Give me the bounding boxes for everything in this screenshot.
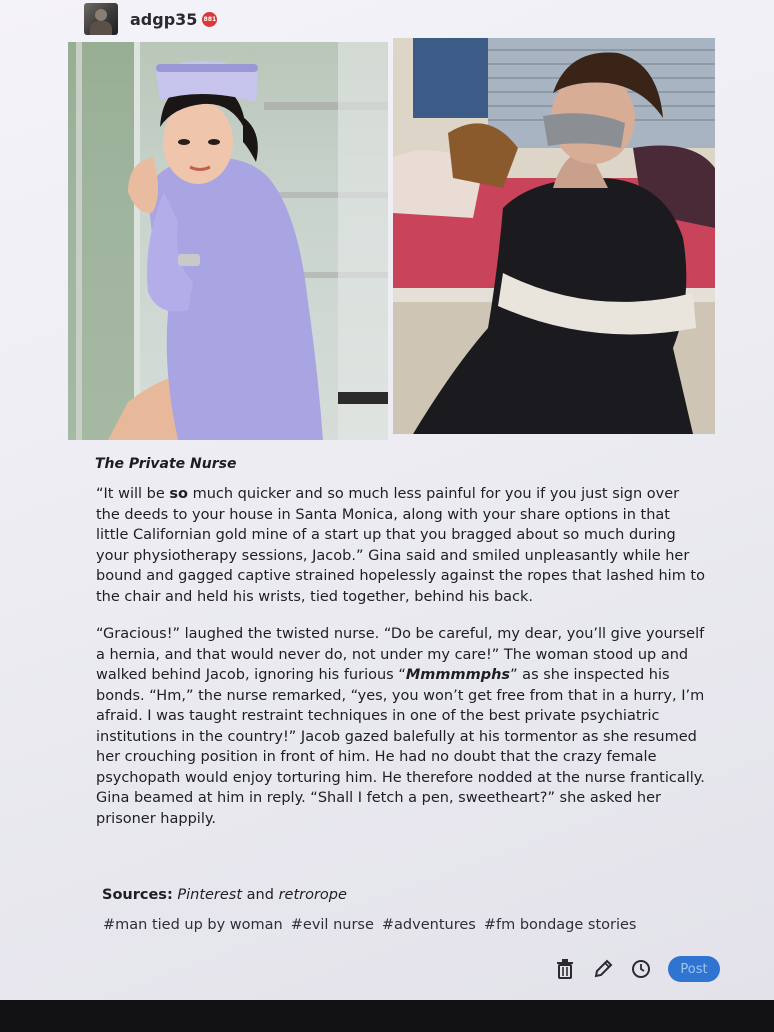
post-title: The Private Nurse	[95, 456, 237, 472]
tag-link[interactable]: #adventures	[381, 917, 476, 933]
nurse-photo	[68, 42, 388, 440]
sources-line	[102, 887, 347, 903]
trash-icon[interactable]	[552, 956, 578, 982]
tag-list	[103, 917, 636, 933]
story-paragraph-1: “It will be so much quicker and so much less painful for you if you just sign over the deeds to your house in Santa Monica, along with your share options in that little Californian gold mine of a start up that you bragged about so much during your physiotherapy sessions, Jacob.” Gina said and smiled unpleasantly while her bound and gagged captive strained hopelessly against the ropes that lashed him to the chair and held his wrists, tied together, behind his back.	[96, 486, 705, 605]
tag-link[interactable]: #man tied up by woman	[103, 917, 283, 933]
post-actions	[552, 956, 720, 982]
tag-link[interactable]: #evil nurse	[290, 917, 374, 933]
story-paragraph-2: “Gracious!” laughed the twisted nurse. “Do be careful, my dear, you’ll give yourself a hernia, and that would never do, not under my care!” The woman stood up and walked behind Jacob, ignoring his furious “Mmmmmphs” as she inspected his bonds. “Hm,” the nurse remarked, “yes, you won’t get free from that in a hurry, I’m afraid. I was taught restraint techniques in one of the best private psychiatric institutions in the country!” Jacob gazed balefully at his tormentor as she resumed her crouching position in front of him. He had no doubt that the crazy female psychopath would enjoy torturing him. He therefore nodded at the nurse frantically. Gina beamed at him in reply. “Shall I fetch a pen, sweetheart?” she asked her prisoner happily.	[96, 626, 705, 827]
clock-icon[interactable]	[628, 956, 654, 982]
username-link[interactable]: adgp35	[130, 9, 198, 29]
sources-joiner: and	[246, 887, 274, 903]
badge-icon: 881	[202, 12, 217, 27]
source-link-retrorope[interactable]: retrorope	[278, 887, 347, 903]
sources-label: Sources:	[102, 887, 173, 903]
source-link-pinterest[interactable]: Pinterest	[177, 887, 243, 903]
post-header	[84, 2, 217, 36]
pencil-icon[interactable]	[590, 956, 616, 982]
captive-photo	[393, 38, 715, 434]
post-button[interactable]: Post	[668, 956, 720, 982]
tag-link[interactable]: #fm bondage stories	[483, 917, 637, 933]
monitor-bezel	[0, 1000, 774, 1032]
avatar[interactable]	[84, 3, 118, 35]
